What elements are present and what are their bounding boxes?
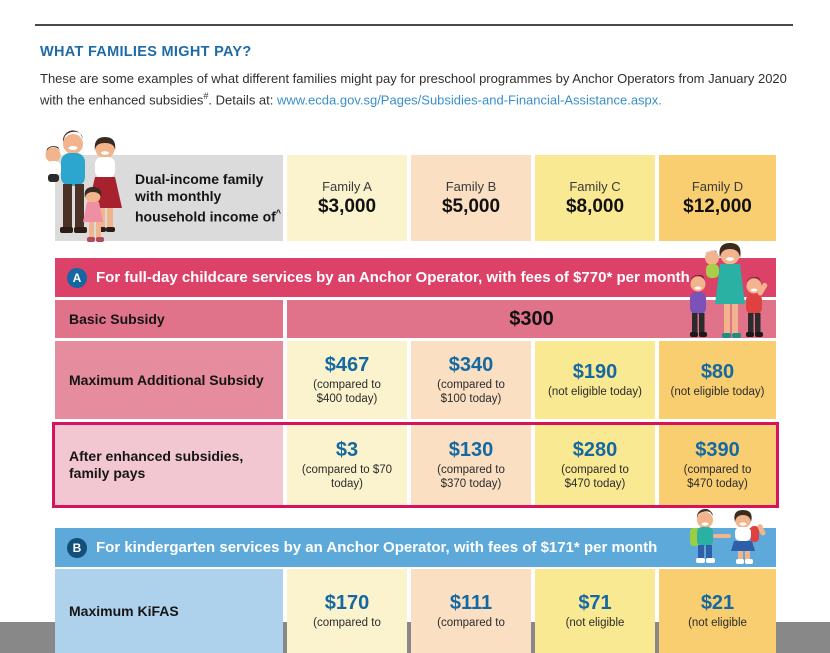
additional-subsidy-cell-a: $467 (compared to $400 today) bbox=[287, 341, 407, 419]
top-divider bbox=[35, 24, 793, 26]
family-illustration-icon bbox=[40, 129, 134, 253]
section-b-header bbox=[55, 528, 776, 567]
section-b-title: For kindergarten services by an Anchor Operator, with fees of $171* per month bbox=[96, 539, 658, 556]
income-footnote-marker: ^ bbox=[275, 207, 282, 218]
family-d-header: Family D $12,000 bbox=[659, 155, 776, 241]
basic-subsidy-label: Basic Subsidy bbox=[55, 300, 283, 338]
kifas-row bbox=[55, 569, 776, 653]
basic-subsidy-row bbox=[55, 300, 776, 338]
additional-subsidy-cell-d: $80 (not eligible today) bbox=[659, 341, 776, 419]
intro-paragraph bbox=[40, 70, 794, 108]
section-b-badge: B bbox=[67, 538, 87, 558]
kifas-cell-c: $71 (not eligible bbox=[535, 569, 655, 653]
kifas-cell-d: $21 (not eligible bbox=[659, 569, 776, 653]
additional-subsidy-row bbox=[55, 341, 776, 419]
income-row-label: Dual-income family with monthly household income of^ bbox=[55, 155, 283, 241]
after-subsidies-cell-b: $130 (compared to $370 today) bbox=[411, 425, 531, 505]
after-subsidies-cell-d: $390 (compared to $470 today) bbox=[659, 425, 776, 505]
family-a-header: Family A $3,000 bbox=[287, 155, 407, 241]
intro-text: These are some examples of what different families might pay for preschool programmes by Anchor Operators from January 2020 with the enhanced subsidies bbox=[40, 71, 787, 107]
mother-with-children-illustration-icon bbox=[686, 242, 768, 348]
after-subsidies-row bbox=[52, 422, 779, 508]
section-a-title: For full-day childcare services by an Anchor Operator, with fees of $770* per month bbox=[96, 269, 690, 286]
kifas-cell-b: $111 (compared to bbox=[411, 569, 531, 653]
basic-subsidy-value: $300 bbox=[287, 300, 776, 338]
page-title: WHAT FAMILIES MIGHT PAY? bbox=[40, 44, 252, 60]
after-subsidies-label: After enhanced subsidies, family pays bbox=[55, 425, 283, 505]
intro-text-2: . Details at: bbox=[208, 91, 277, 107]
kifas-label: Maximum KiFAS bbox=[55, 569, 283, 653]
footnote-marker: # bbox=[203, 90, 209, 101]
income-header-row bbox=[55, 155, 776, 241]
section-a-header bbox=[55, 258, 776, 297]
kifas-cell-a: $170 (compared to bbox=[287, 569, 407, 653]
after-subsidies-cell-a: $3 (compared to $70 today) bbox=[287, 425, 407, 505]
additional-subsidy-label: Maximum Additional Subsidy bbox=[55, 341, 283, 419]
family-c-header: Family C $8,000 bbox=[535, 155, 655, 241]
additional-subsidy-cell-b: $340 (compared to $100 today) bbox=[411, 341, 531, 419]
section-a-badge: A bbox=[67, 268, 87, 288]
family-b-header: Family B $5,000 bbox=[411, 155, 531, 241]
after-subsidies-cell-c: $280 (compared to $470 today) bbox=[535, 425, 655, 505]
school-children-illustration-icon bbox=[680, 510, 780, 566]
additional-subsidy-cell-c: $190 (not eligible today) bbox=[535, 341, 655, 419]
ecda-link[interactable]: www.ecda.gov.sg/Pages/Subsidies-and-Financial-Assistance.aspx. bbox=[277, 91, 662, 107]
